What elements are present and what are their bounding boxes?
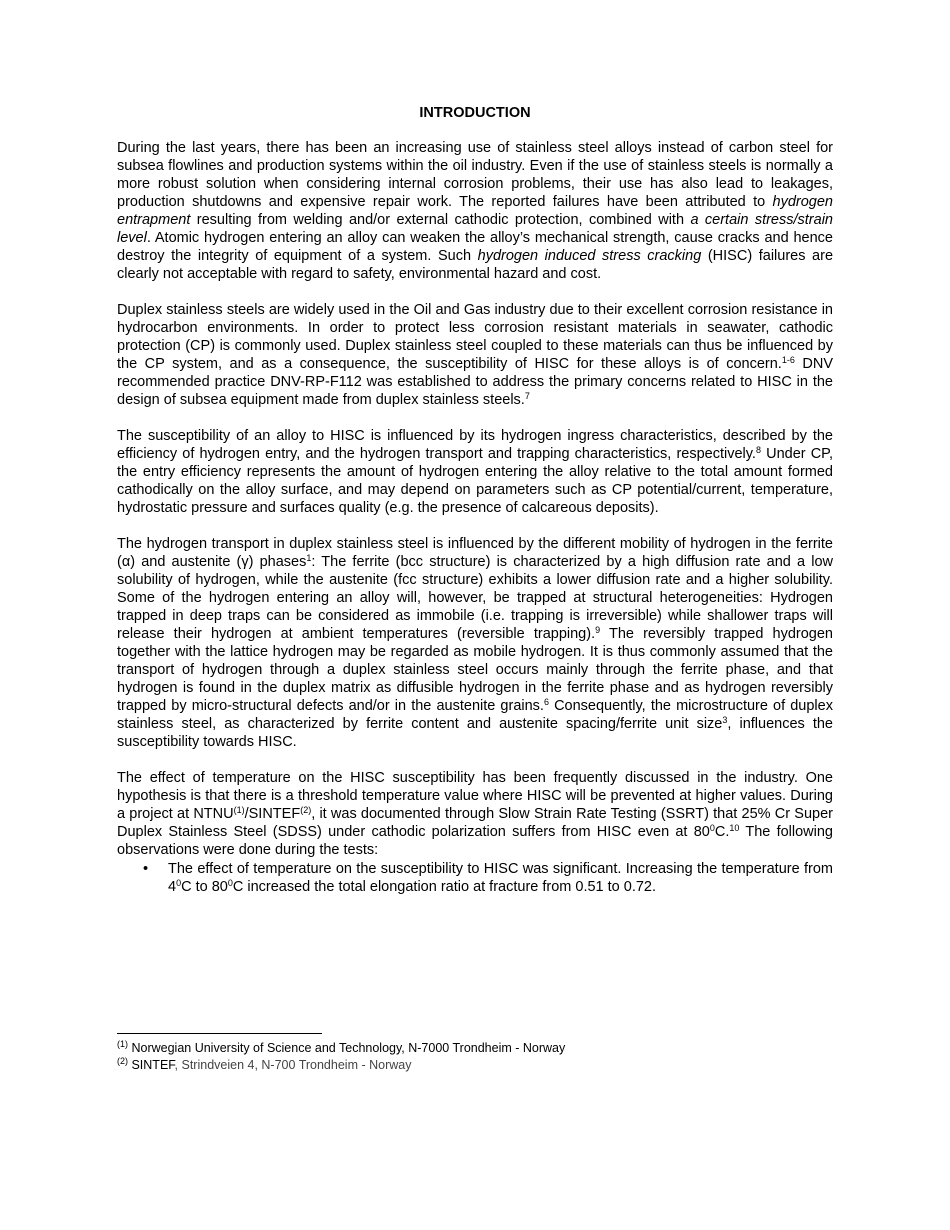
paragraph-1 [117,139,833,283]
text-run: The susceptibility of an alloy to HISC is influenced by its hydrogen ingress characteristics, described by the efficiency of hydrogen entry, and the hydrogen transport and trapping characteristics, respectively. [117,428,833,462]
text-run: During the last years, there has been an increasing use of stainless steel alloys instead of carbon steel for subsea flowlines and production systems within the oil industry. Even if the use of stainless steels is normally a more robust solution when considering internal corrosion problems, their use has also lead to leakages, production shutdowns and expensive repair work. The reported failures have been attributed to [117,140,833,210]
text-run: (HISC) failures are clearly not acceptable with regard to safety, environmental hazard and cost. [117,248,834,282]
text-run: , it was documented through Slow Strain Rate Testing (SSRT) that 25% Cr Super Duplex Stainless Steel (SDSS) under cathodic polarization suffers from HISC even at 80 [117,806,833,840]
footnotes [117,1040,833,1074]
list-item [143,860,833,896]
paragraph-2 [117,301,833,409]
footnote-marker: (1) [117,1039,128,1049]
footnote-divider [117,1033,322,1034]
text-run: : The ferrite (bcc structure) is characterized by a high diffusion rate and a low solubility of hydrogen, while the austenite (fcc structure) exhibits a lower diffusion rate and a higher solubility. Some of the hydrogen entering an alloy will, however, be trapped at structural heterogeneities: Hydrogen trapped in deep traps can be considered as immobile (i.e. trapping is irreversible) while shallower traps will release their hydrogen at ambient temperatures (reversible trapping). [117,554,833,642]
emphasis-hydrogen-entrapment: hydrogen entrapment [117,194,833,228]
page-body [117,104,833,896]
text-run: Under CP, the entry efficiency represents the amount of hydrogen entering the alloy relative to the total amount formed cathodically on the alloy surface, and may depend on parameters such as CP potential/current, temperature, hydrostatic pressure and surfaces quality (e.g. the presence of calcareous deposits). [117,446,833,516]
emphasis-stress-strain-level: a certain stress/strain level [117,212,833,246]
text-run: The hydrogen transport in duplex stainless steel is influenced by the different mobility of hydrogen in the ferrite (α) and austenite (γ) phases [117,536,833,570]
citation-ref: 3 [722,715,728,725]
footnote-2 [117,1057,833,1074]
text-run: The following observations were done during the tests: [117,824,833,858]
footnote-ref: (1) [233,805,245,815]
degree-superscript: 0 [176,878,182,888]
citation-ref: 1 [306,553,312,563]
text-run: C increased the total elongation ratio at fracture from 0.51 to 0.72. [232,879,657,895]
paragraph-5 [117,769,833,859]
emphasis-hisc-term: hydrogen induced stress cracking [477,248,702,264]
citation-ref: 9 [595,625,601,635]
citation-ref: 10 [729,823,740,833]
citation-ref: 7 [524,391,530,401]
degree-superscript: 0 [709,823,715,833]
paragraph-3 [117,427,833,517]
citation-ref: 8 [755,445,761,455]
paragraph-4 [117,535,833,751]
text-run: . Atomic hydrogen entering an alloy can weaken the alloy’s mechanical strength, cause cracks and hence destroy the integrity of equipment of a system. Such [117,230,833,264]
bullet-marker: • [143,861,149,877]
text-run: The reversibly trapped hydrogen together with the lattice hydrogen may be regarded as mobile hydrogen. It is thus commonly assumed that the transport of hydrogen through a duplex stainless steel occurs mainly through the ferrite phase, and that hydrogen is found in the duplex matrix as diffusible hydrogen in the ferrite phase and as hydrogen reversibly trapped by micro-structural defects and/or in the austenite grains. [117,626,833,714]
citation-ref: 1-6 [781,355,795,365]
footnote-marker: (2) [117,1056,128,1066]
section-heading: INTRODUCTION [419,105,531,121]
text-run: C to 80 [181,879,228,895]
text-run: /SINTEF [244,806,301,822]
text-run: resulting from welding and/or external cathodic protection, combined with [190,212,691,228]
degree-superscript: 0 [227,878,233,888]
footnote-text: SINTEF [128,1058,175,1072]
observation-list [117,860,833,896]
footnote-ref: (2) [300,805,312,815]
text-run: The effect of temperature on the HISC susceptibility has been frequently discussed in the industry. One hypothesis is that there is a threshold temperature value where HISC will be prevented at higher values. During a project at NTNU [117,770,833,822]
text-run: The effect of temperature on the susceptibility to HISC was significant. Increasing the temperature from 4 [168,861,833,895]
citation-ref: 6 [543,697,549,707]
text-run: Consequently, the microstructure of duplex stainless steel, as characterized by ferrite content and austenite spacing/ferrite unit size [117,698,833,732]
footnote-address: , Strindveien 4, N-700 Trondheim - Norway [174,1058,412,1072]
text-run: Duplex stainless steels are widely used in the Oil and Gas industry due to their excellent corrosion resistance in hydrocarbon environments. In order to protect less corrosion resistant materials in seawater, cathodic protection (CP) is commonly used. Duplex stainless steel coupled to these materials can thus be influenced by the CP system, and as a consequence, the susceptibility of HISC for these alloys is of concern. [117,302,833,372]
footnote-1 [117,1040,833,1057]
text-run: DNV recommended practice DNV-RP-F112 was established to address the primary concerns related to HISC in the design of subsea equipment made from duplex stainless steels. [117,356,833,408]
text-run: C. [714,824,730,840]
footnote-text: Norwegian University of Science and Technology, N-7000 Trondheim - Norway [128,1041,566,1055]
text-run: , influences the susceptibility towards HISC. [117,716,833,750]
